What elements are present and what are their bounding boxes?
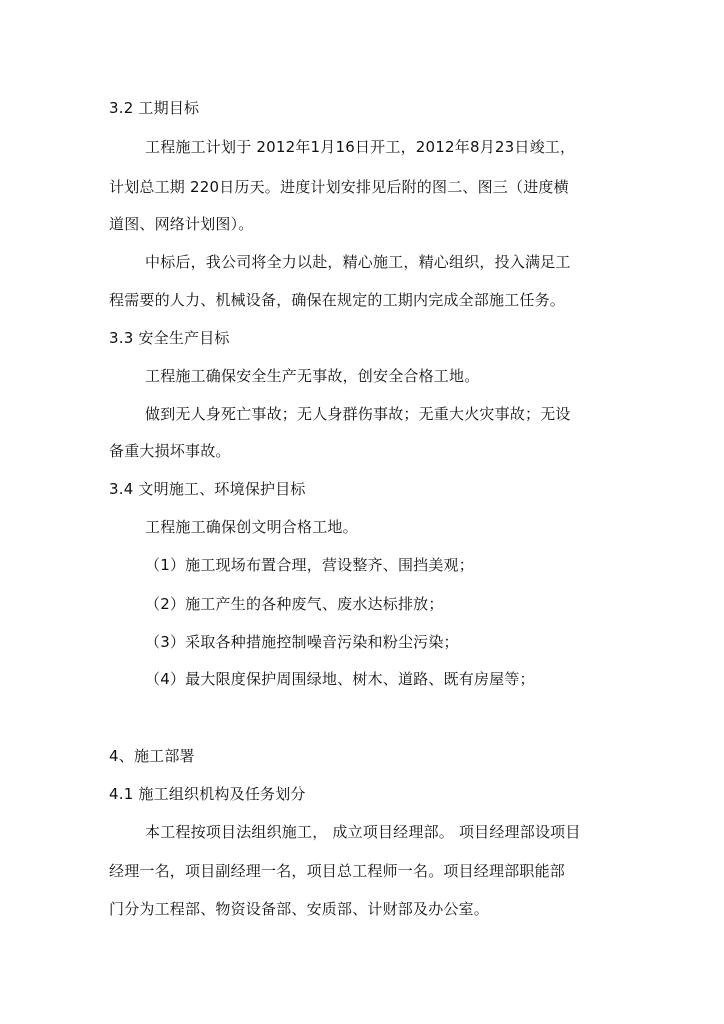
list-item: （4）最大限度保护周围绿地、树木、道路、既有房屋等； [145,670,535,688]
section-3-3-para2-line2: 备重大损坏事故。 [109,442,231,460]
section-3-2-para1-line1: 工程施工计划于 2012年1月16日开工，2012年8月23日竣工， [145,138,576,156]
section-3-4-heading: 3.4 文明施工、环境保护目标 [109,480,306,498]
section-4-1-heading: 4.1 施工组织机构及任务划分 [109,785,306,803]
section-3-3-heading: 3.3 安全生产目标 [109,329,230,347]
section-3-3-para2-line1: 做到无人身死亡事故；无人身群伤事故；无重大火灾事故；无设 [145,405,571,423]
section-3-2-para1-line3: 道图、网络计划图）。 [109,215,254,233]
list-item: （1）施工现场布置合理，营设整齐、围挡美观； [145,556,474,574]
list-item: （3）采取各种措施控制噪音污染和粉尘污染； [145,633,459,651]
section-3-2-para2-line1: 中标后，我公司将全力以赴，精心施工，精心组织，投入满足工 [145,253,571,271]
section-4-1-para1-line3: 门分为工程部、物资设备部、安质部、计财部及办公室。 [109,900,490,918]
section-3-3-para1: 工程施工确保安全生产无事故，创安全合格工地。 [145,367,480,385]
section-4-1-para1-line1: 本工程按项目法组织施工， 成立项目经理部。 项目经理部设项目 [145,823,581,841]
list-item: （2）施工产生的各种废气、废水达标排放； [145,595,444,613]
section-3-2-para1-line2: 计划总工期 220日历天。进度计划安排见后附的图二、图三（进度横 [109,178,569,196]
section-3-4-para1: 工程施工确保创文明合格工地。 [145,518,358,536]
section-4-1-para1-line2: 经理一名，项目副经理一名，项目总工程师一名。项目经理部职能部 [109,862,566,880]
section-3-2-heading: 3.2 工期目标 [109,99,200,117]
section-4-heading: 4、施工部署 [109,747,195,765]
section-3-2-para2-line2: 程需要的人力、机械设备，确保在规定的工期内完成全部施工任务。 [109,291,566,309]
